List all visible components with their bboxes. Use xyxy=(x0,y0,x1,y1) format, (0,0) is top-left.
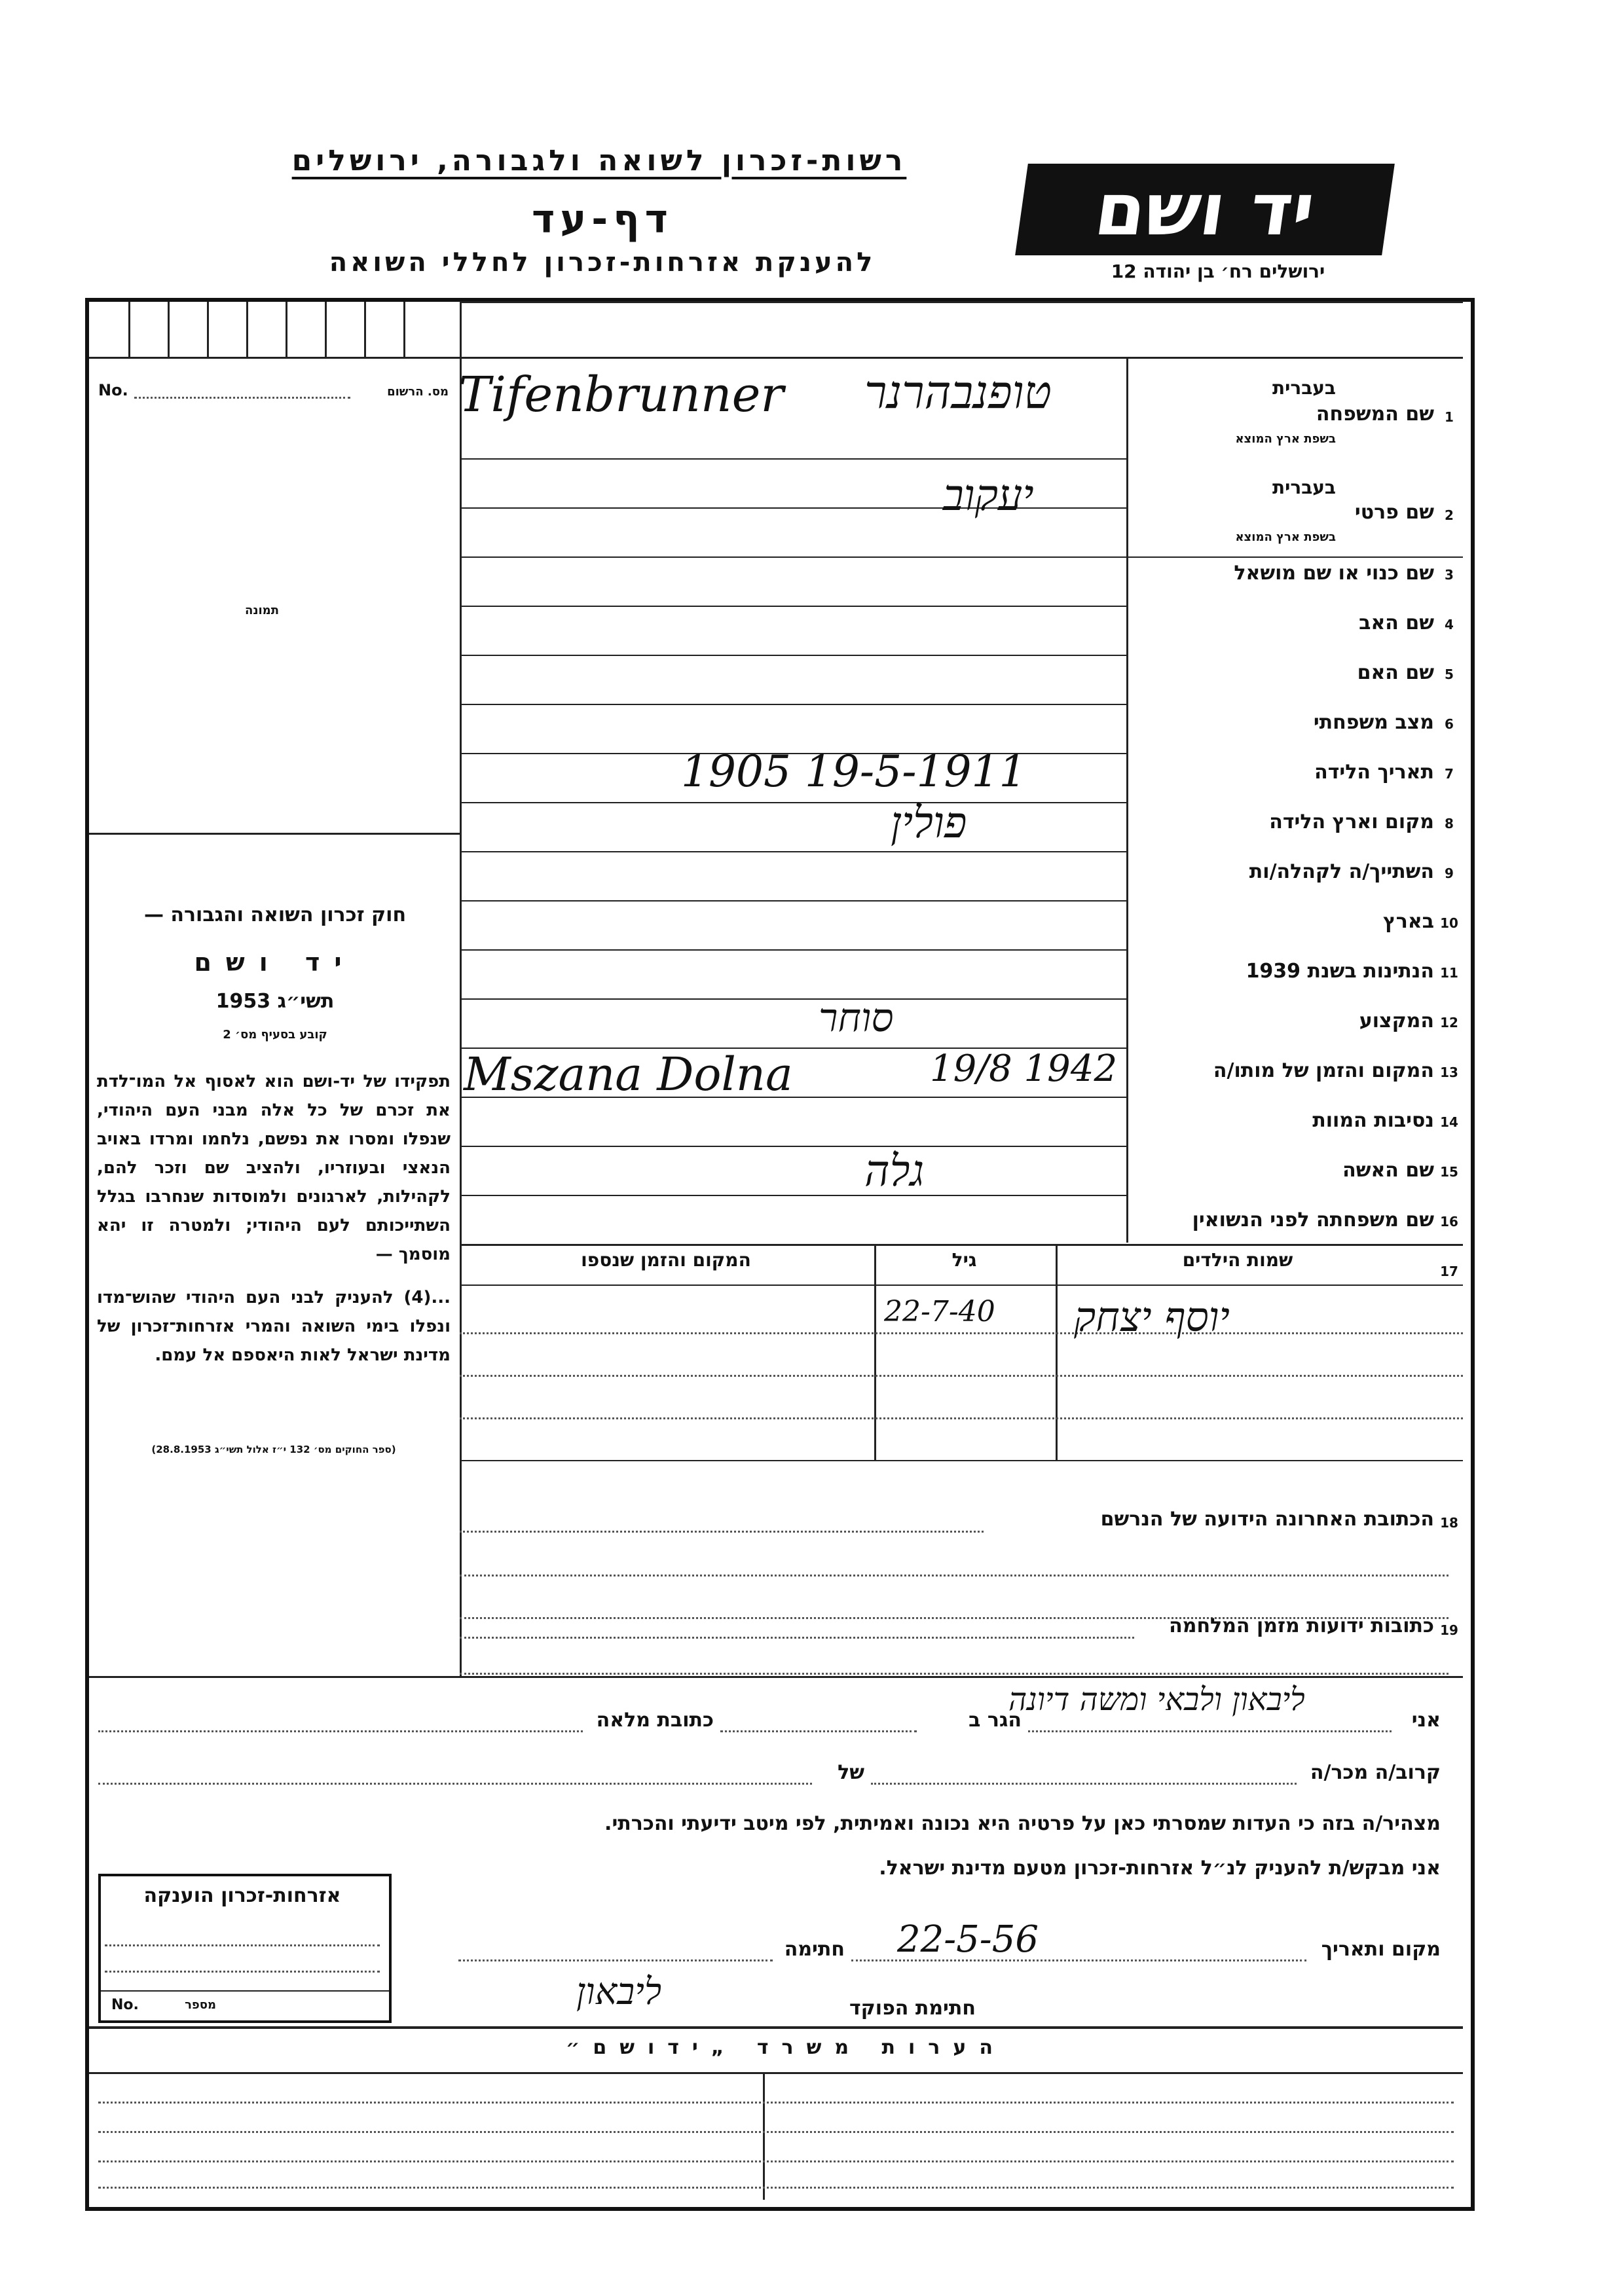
field-7-label: תאריך הלידה xyxy=(1314,761,1434,784)
hw-given-name: יעקוב xyxy=(943,470,1034,520)
law-year: תשי״ג 1953 xyxy=(215,990,335,1013)
decl-i: אני xyxy=(1411,1709,1441,1732)
form-subtitle: להענקת אזרחות-זכרון לחללי השואה xyxy=(329,247,876,278)
decl-relative: קרוב/ה מכר/ה xyxy=(1310,1761,1441,1784)
field-5-label: שם האם xyxy=(1357,661,1434,684)
authority-header: רשות-זכרון לשואה ולגבורה, ירושלים xyxy=(291,144,907,177)
field-15-label: שם האשה xyxy=(1342,1159,1434,1182)
hw-profession: סוחר xyxy=(819,995,894,1041)
hw-surname-hebrew: טופנבהרנר xyxy=(864,365,1052,419)
field-8-label: מקום וארץ הלידה xyxy=(1269,811,1434,833)
law-name: יד ושם xyxy=(194,948,356,977)
law-paragraph-2: ...(4) להעניק לבני העם היהודי שהוש־מדו ונפלו בימי השואה והמרי אזרחות־זכרון של מדינת ישראל לאות היאספם אל עמם. xyxy=(97,1288,451,1365)
field-1-number: 1 xyxy=(1445,409,1454,425)
law-citation: (ספר החוקים מס׳ 132 י״ז אלול תשי״ג 28.8.1953) xyxy=(151,1444,396,1455)
address-19-number: 19 xyxy=(1440,1622,1458,1638)
hw-death-place: Mszana Dolna xyxy=(464,1048,793,1101)
field-13-number: 13 xyxy=(1440,1065,1458,1080)
field-12-label: המקצוע xyxy=(1359,1010,1434,1032)
address-line: ירושלים רח׳ בן יהודה 12 xyxy=(1111,261,1325,282)
wartime-address-label: כתובות ידועות מזמן המלחמה xyxy=(1169,1614,1434,1637)
field-1-sub-hebrew: בעברית xyxy=(1272,377,1336,399)
field-5-number: 5 xyxy=(1445,666,1454,682)
logo-text: יד ושם xyxy=(1090,168,1320,251)
address-18-number: 18 xyxy=(1440,1515,1458,1531)
col-age: גיל xyxy=(951,1249,977,1271)
field-2-number: 2 xyxy=(1445,507,1454,523)
field-1-sub-native: בשפת ארץ המוצא xyxy=(1235,432,1336,446)
field-1-label: שם המשפחה xyxy=(1316,403,1434,426)
field-7-number: 7 xyxy=(1445,766,1454,782)
field-4-label: שם האב xyxy=(1359,611,1434,634)
field-15-number: 15 xyxy=(1440,1164,1458,1180)
last-address-label: הכתובת האחרונה הידועה של הנרשם xyxy=(1100,1508,1434,1531)
photo-label: תמונה xyxy=(244,604,280,617)
col-children-names: שמות הילדים xyxy=(1182,1249,1293,1271)
decl-request: אני מבקש/ת להעניק לנ״ל אזרחות-זכרון מטעם מדינת ישראל. xyxy=(879,1857,1441,1880)
col-place-time: המקום והזמן שנספו xyxy=(581,1249,751,1271)
law-clause-ref: קובע בסעיף מס׳ 2 xyxy=(223,1028,327,1042)
yad-vashem-logo xyxy=(1015,164,1395,255)
office-notes-title: הערות משרד „ידושם״ xyxy=(566,2036,1006,2059)
field-14-label: נסיבות המוות xyxy=(1312,1109,1434,1132)
law-paragraph-1: תפקידו של יד-ושם הוא לאסוף אל המו־לדת את זכרם של כל אלה מבני העם היהודי, שנפלו ומסרו את נפשם, נלחמו ומרדו באויב הנאצי ובעוזריו, ולהציב שם וזכר להם, לקהילות, לארגונים ולמוסדות שנחרבו בגלל השתייכותם לעם היהודי; ולמטרה זו יהא מוסמך — xyxy=(97,1072,451,1264)
field-10-label: בארץ xyxy=(1382,910,1434,933)
field-8-number: 8 xyxy=(1445,816,1454,831)
decl-statement: מצהיר/ה בזה כי העדות שמסרתי כאן על פרטיה היא נכונה ואמיתית, לפי מיטב ידיעתי והכרתי. xyxy=(604,1812,1441,1835)
decl-officer-signature: חתימת הפוקד xyxy=(849,1997,976,2020)
field-6-number: 6 xyxy=(1445,716,1454,732)
field-9-label: השתייך/ה לקהלה/ות xyxy=(1249,860,1434,883)
field-3-number: 3 xyxy=(1445,567,1454,583)
field-3-label: שם כנוי או שם מושאל xyxy=(1234,562,1434,585)
decl-of: של xyxy=(838,1761,864,1784)
hw-surname-latin: Tifenbrunner xyxy=(458,367,784,423)
field-13-label: המקום והזמן של מותו/ה xyxy=(1213,1059,1434,1082)
field-9-number: 9 xyxy=(1445,866,1454,881)
form-title: דף-עד xyxy=(532,196,673,242)
field-2-sub-native: בשפת ארץ המוצא xyxy=(1235,530,1336,544)
field-11-number: 11 xyxy=(1440,965,1458,981)
hw-birth-place: פולין xyxy=(891,797,967,848)
law-title: חוק זכרון השואה והגבורה — xyxy=(143,903,407,926)
field-6-label: מצב משפחתי xyxy=(1313,711,1434,734)
decl-place-date: מקום ותאריך xyxy=(1321,1938,1441,1961)
field-11-label: הנתינות בשנת 1939 xyxy=(1246,960,1434,983)
field-10-number: 10 xyxy=(1440,915,1458,931)
decl-full-address: כתובת מלאה xyxy=(596,1709,714,1732)
decl-residing: הגר ב xyxy=(969,1709,1022,1732)
decl-signature-label: חתימה xyxy=(784,1938,845,1961)
field-14-number: 14 xyxy=(1440,1114,1458,1130)
hw-child-name: יוסף יצחק xyxy=(1074,1293,1230,1341)
certificate-no-latin: No. xyxy=(111,1997,139,2013)
hw-wife-name: גלה xyxy=(864,1146,925,1196)
hw-date: 22-5-56 xyxy=(897,1918,1039,1961)
field-2-sub-hebrew: בעברית xyxy=(1272,477,1336,498)
hw-signature: ליבאון xyxy=(576,1971,662,2013)
hw-witness-name: ליבאון ולבאי ומשה דיונה xyxy=(1008,1681,1305,1718)
certificate-title: אזרחות-זכרון הוענקה xyxy=(143,1884,341,1907)
hw-child-age: 22-7-40 xyxy=(884,1295,995,1328)
reg-no-label: מס. הרשום xyxy=(387,385,449,399)
children-number: 17 xyxy=(1440,1264,1458,1279)
field-16-label: שם משפחתה לפני הנשואין xyxy=(1192,1209,1434,1231)
field-12-number: 12 xyxy=(1440,1015,1458,1030)
hw-birth-date: 1905 19-5-1911 xyxy=(681,746,1027,797)
reg-no-latin: No. xyxy=(98,381,128,399)
certificate-number-label: מספר xyxy=(185,1998,216,2012)
field-2-label: שם פרטי xyxy=(1354,501,1434,524)
field-16-number: 16 xyxy=(1440,1214,1458,1230)
hw-death-date: 19/8 1942 xyxy=(930,1048,1118,1090)
field-4-number: 4 xyxy=(1445,617,1454,632)
